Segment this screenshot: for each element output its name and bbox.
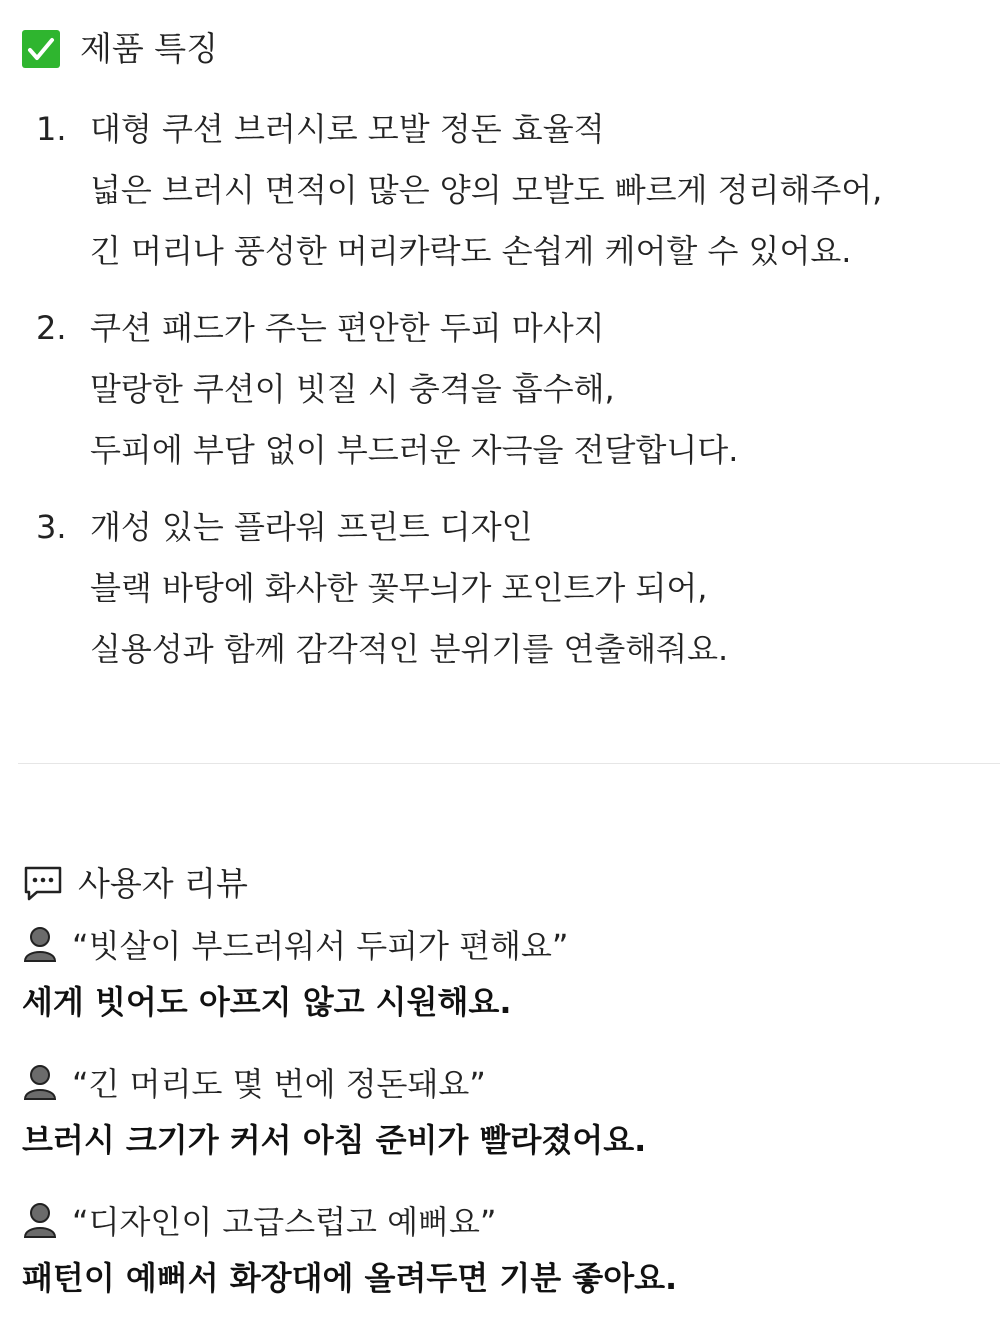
feature-heading: 쿠션 패드가 주는 편안한 두피 마사지	[90, 309, 605, 347]
feature-description-line: 긴 머리나 풍성한 머리카락도 손쉽게 케어할 수 있어요.	[90, 232, 852, 270]
user-silhouette-icon	[22, 1201, 58, 1239]
user-silhouette-icon	[22, 1063, 58, 1101]
feature-heading: 개성 있는 플라워 프린트 디자인	[90, 508, 533, 546]
review-item	[22, 1060, 992, 1160]
review-item	[22, 1198, 992, 1298]
check-mark-icon	[22, 30, 60, 68]
features-title: 제품 특징	[80, 29, 219, 68]
feature-number: 3.	[36, 508, 67, 546]
review-item	[22, 922, 992, 1022]
reviews-header	[22, 864, 248, 904]
section-divider	[18, 763, 1000, 764]
review-quote: “디자인이 고급스럽고 예뻐요”	[72, 1203, 497, 1241]
feature-description-line: 실용성과 함께 감각적인 분위기를 연출해줘요.	[90, 630, 729, 668]
review-quote: “빗살이 부드러워서 두피가 편해요”	[72, 927, 569, 965]
feature-description-line: 넓은 브러시 면적이 많은 양의 모발도 빠르게 정리해주어,	[90, 171, 883, 209]
feature-description-line: 두피에 부담 없이 부드러운 자극을 전달합니다.	[90, 431, 739, 469]
review-detail: 패턴이 예뻐서 화장대에 올려두면 기분 좋아요.	[22, 1259, 678, 1297]
feature-heading: 대형 쿠션 브러시로 모발 정돈 효율적	[90, 110, 605, 148]
feature-number: 1.	[36, 110, 67, 148]
feature-description-line: 말랑한 쿠션이 빗질 시 충격을 흡수해,	[90, 370, 615, 408]
review-detail: 브러시 크기가 커서 아침 준비가 빨라졌어요.	[22, 1121, 647, 1159]
features-header	[22, 29, 218, 69]
feature-number: 2.	[36, 309, 67, 347]
feature-description-line: 블랙 바탕에 화사한 꽃무늬가 포인트가 되어,	[90, 569, 708, 607]
speech-bubble-icon	[22, 864, 64, 904]
review-quote: “긴 머리도 몇 번에 정돈돼요”	[72, 1065, 486, 1103]
user-silhouette-icon	[22, 925, 58, 963]
reviews-title: 사용자 리뷰	[78, 864, 248, 903]
review-detail: 세게 빗어도 아프지 않고 시원해요.	[22, 983, 512, 1021]
